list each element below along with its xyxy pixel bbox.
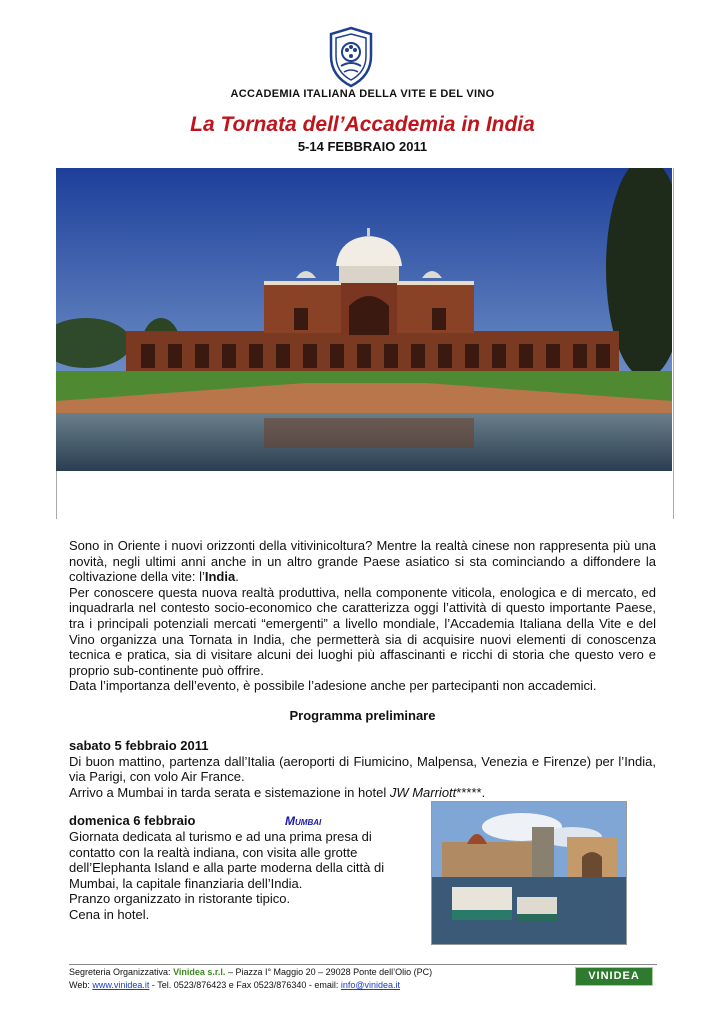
intro-paragraph-2: Per conoscere questa nuova realtà produttiva, nella componente viticola, enologica e di mercato, ed inquadrarla nel contesto socio-economico che caratterizza oggi l’attività di questo importante Paese, tra i principali potenziali mercati “emergenti” a livello mondiale, l’Accademia Italiana della Vite e del Vino organizza una Tornata in India, che permetterà sia di acquisire nuovi elementi di conoscenza tecnica e pratica, sia di visitare alcuni dei luoghi più affascinanti e ricchi di storia che questo vero e proprio sub-continente può offrire.: [69, 584, 656, 678]
day-1-section: [69, 738, 656, 800]
event-dates: 5-14 FEBBRAIO 2011: [297, 139, 428, 154]
day-1-date: sabato 5 febbraio 2011: [69, 738, 209, 753]
organization-name: ACCADEMIA ITALIANA DELLA VITE E DEL VINO: [230, 88, 495, 100]
day-2-description: [69, 829, 399, 923]
intro-text-end: .: [235, 569, 239, 585]
academy-crest-icon: [326, 26, 376, 88]
footer-company: Vinidea s.r.l.: [173, 967, 226, 977]
day-2-line: contatto con la realtà indiana, con visita alle grotte: [69, 844, 358, 860]
day-2-line: dell’Elephanta Island e alla parte moderna della città di: [69, 860, 385, 876]
day-2-date: domenica 6 febbraio: [69, 813, 196, 828]
day-2-city: Mumbai: [285, 814, 322, 828]
hotel-stars: *****.: [456, 784, 486, 800]
website-link[interactable]: www.vinidea.it: [92, 980, 150, 990]
footer-contacts: [69, 980, 400, 990]
day-2-line: Giornata dedicata al turismo e ad una prima presa di: [69, 829, 372, 844]
arrival-text: Arrivo a Mumbai in tarda serata e sistemazione in hotel: [69, 784, 390, 800]
intro-country-name: India: [204, 569, 236, 585]
day-1-arrival: [69, 785, 656, 801]
program-title: Programma preliminare: [289, 708, 436, 723]
humayun-tomb-photo: [56, 168, 672, 471]
footer-divider: [69, 964, 657, 965]
footer-address: [69, 967, 432, 977]
intro-text: [69, 538, 656, 694]
footer-phone-fax: - Tel. 0523/876423 e Fax 0523/876340 - email:: [149, 980, 341, 990]
day-2-line: Cena in hotel.: [69, 906, 150, 922]
footer-label: Segreteria Organizzativa:: [69, 967, 174, 977]
vinidea-logo: VINIDEA: [575, 967, 653, 986]
email-link[interactable]: info@vinidea.it: [340, 980, 401, 990]
day-2-line: Pranzo organizzato in ristorante tipico.: [69, 891, 291, 907]
day-1-description: Di buon mattino, partenza dall’Italia (aeroporti di Fiumicino, Malpensa, Venezia e Firenze) per l’India, via Parigi, con volo Air France.: [69, 753, 656, 785]
footer-web-label: Web:: [69, 980, 93, 990]
hotel-name: JW Marriott: [389, 784, 457, 800]
day-2-line: Mumbai, la capitale finanziaria dell’India.: [69, 875, 303, 891]
footer-address-text: – Piazza I° Maggio 20 – 29028 Ponte dell’Olio (PC): [225, 967, 433, 977]
intro-paragraph-3: Data l’importanza dell’evento, è possibile l’adesione anche per partecipanti non accademici.: [69, 678, 597, 694]
document-title: La Tornata dell’Accademia in India: [190, 113, 535, 136]
intro-text-start: Sono in Oriente i nuovi orizzonti della vitivinicoltura? Mentre la realtà cinese non rappresenta più una novità, negli ultimi anni anche in un altro grande Paese asiatico si sta cominciando a diffondere la coltivazione della vite: l’: [69, 538, 656, 585]
intro-paragraph-1: [69, 538, 656, 585]
mumbai-gateway-photo: [431, 801, 627, 945]
